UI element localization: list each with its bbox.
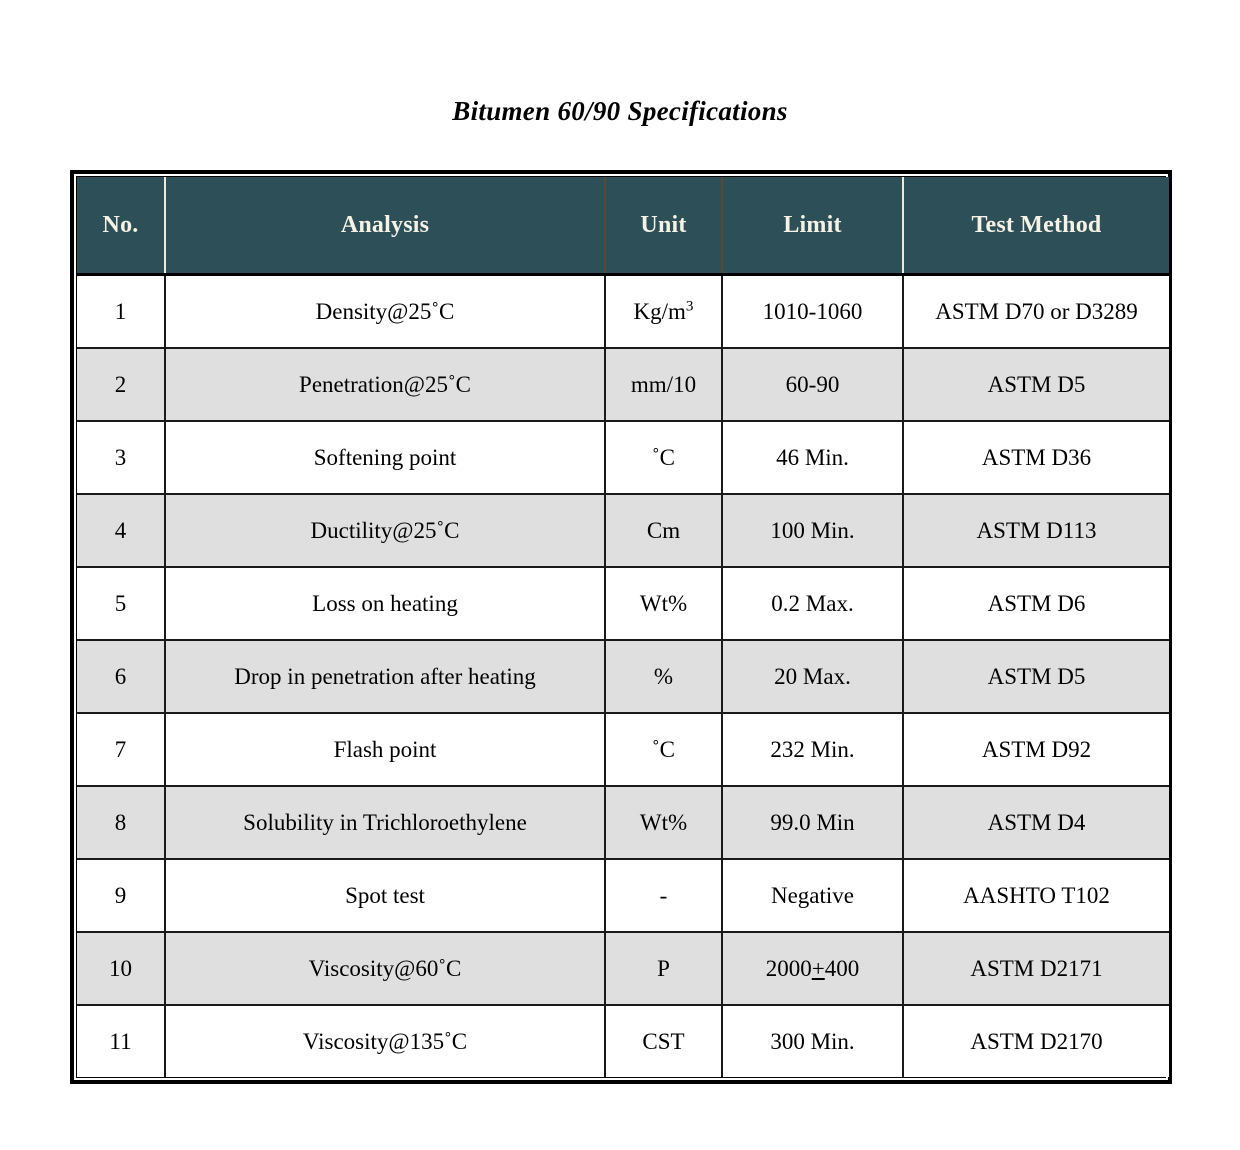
cell-unit: CST [605,1005,722,1077]
cell-no: 10 [77,932,165,1005]
cell-analysis: Spot test [165,859,605,932]
table-header [77,177,1169,275]
cell-unit: Cm [605,494,722,567]
cell-no: 3 [77,421,165,494]
cell-limit: 232 Min. [722,713,903,786]
table-row [77,421,1169,494]
cell-analysis: Viscosity@135˚C [165,1005,605,1077]
table-row [77,567,1169,640]
specifications-table-frame-inner [76,176,1166,1078]
cell-test-method: ASTM D5 [903,348,1169,421]
limit-suffix: 400 [824,955,860,981]
cell-analysis: Softening point [165,421,605,494]
cell-no: 6 [77,640,165,713]
column-header-test-method: Test Method [903,177,1169,275]
table-row [77,275,1169,349]
cell-unit: Wt% [605,567,722,640]
cell-limit: 300 Min. [722,1005,903,1077]
cell-no: 5 [77,567,165,640]
cell-no: 11 [109,1028,132,1054]
cell-limit: Negative [722,859,903,932]
cell-test-method: AASHTO T102 [903,859,1169,932]
cell-limit: 1010-1060 [722,275,903,349]
cell-test-method: ASTM D5 [903,640,1169,713]
table-row [77,1005,1169,1077]
cell-limit: 100 Min. [722,494,903,567]
cell-unit: - [605,859,722,932]
cell-unit: ˚C [605,421,722,494]
cell-test-method: ASTM D70 or D3289 [903,275,1169,349]
cell-no: 7 [77,713,165,786]
cell-unit: % [605,640,722,713]
table-row [77,348,1169,421]
cell-analysis: Penetration@25˚C [165,348,605,421]
cell-limit: 46 Min. [722,421,903,494]
cell-no: 2 [77,348,165,421]
table-header-row [77,177,1169,275]
cell-analysis: Density@25˚C [165,275,605,349]
cell-test-method: ASTM D36 [903,421,1169,494]
limit-prefix: 2000 [765,955,812,981]
cell-unit: P [605,932,722,1005]
cell-limit [722,932,903,1005]
limit-plusminus-glyph: + [811,955,825,981]
cell-limit: 99.0 Min [722,786,903,859]
cell-analysis: Solubility in Trichloroethylene [165,786,605,859]
cell-analysis: Loss on heating [165,567,605,640]
cell-test-method: ASTM D6 [903,567,1169,640]
cell-no: 1 [77,275,165,349]
table-row [77,494,1169,567]
table-row [77,859,1169,932]
cell-limit: 20 Max. [722,640,903,713]
specifications-table-frame [70,170,1172,1084]
unit-superscript: 3 [685,296,694,314]
cell-no: 9 [77,859,165,932]
specifications-table [77,177,1169,1077]
cell-unit: mm/10 [605,348,722,421]
column-header-unit: Unit [605,177,722,275]
cell-test-method: ASTM D4 [903,786,1169,859]
cell-test-method: ASTM D2170 [903,1005,1169,1077]
column-header-limit: Limit [722,177,903,275]
page-title: Bitumen 60/90 Specifications [452,96,788,126]
cell-test-method: ASTM D92 [903,713,1169,786]
cell-analysis: Viscosity@60˚C [165,932,605,1005]
cell-unit [605,275,722,349]
cell-analysis: Ductility@25˚C [165,494,605,567]
table-row [77,932,1169,1005]
column-header-no: No. [77,177,165,275]
cell-unit: ˚C [605,713,722,786]
column-header-analysis: Analysis [165,177,605,275]
cell-analysis: Drop in penetration after heating [165,640,605,713]
cell-no: 4 [77,494,165,567]
table-row [77,640,1169,713]
cell-analysis: Flash point [165,713,605,786]
cell-no: 8 [77,786,165,859]
unit-base: Kg/m [633,298,686,324]
cell-test-method: ASTM D113 [903,494,1169,567]
table-row [77,713,1169,786]
table-body [77,275,1169,1078]
cell-limit: 60-90 [722,348,903,421]
cell-test-method: ASTM D2171 [903,932,1169,1005]
table-row [77,786,1169,859]
cell-unit: Wt% [605,786,722,859]
cell-limit: 0.2 Max. [722,567,903,640]
